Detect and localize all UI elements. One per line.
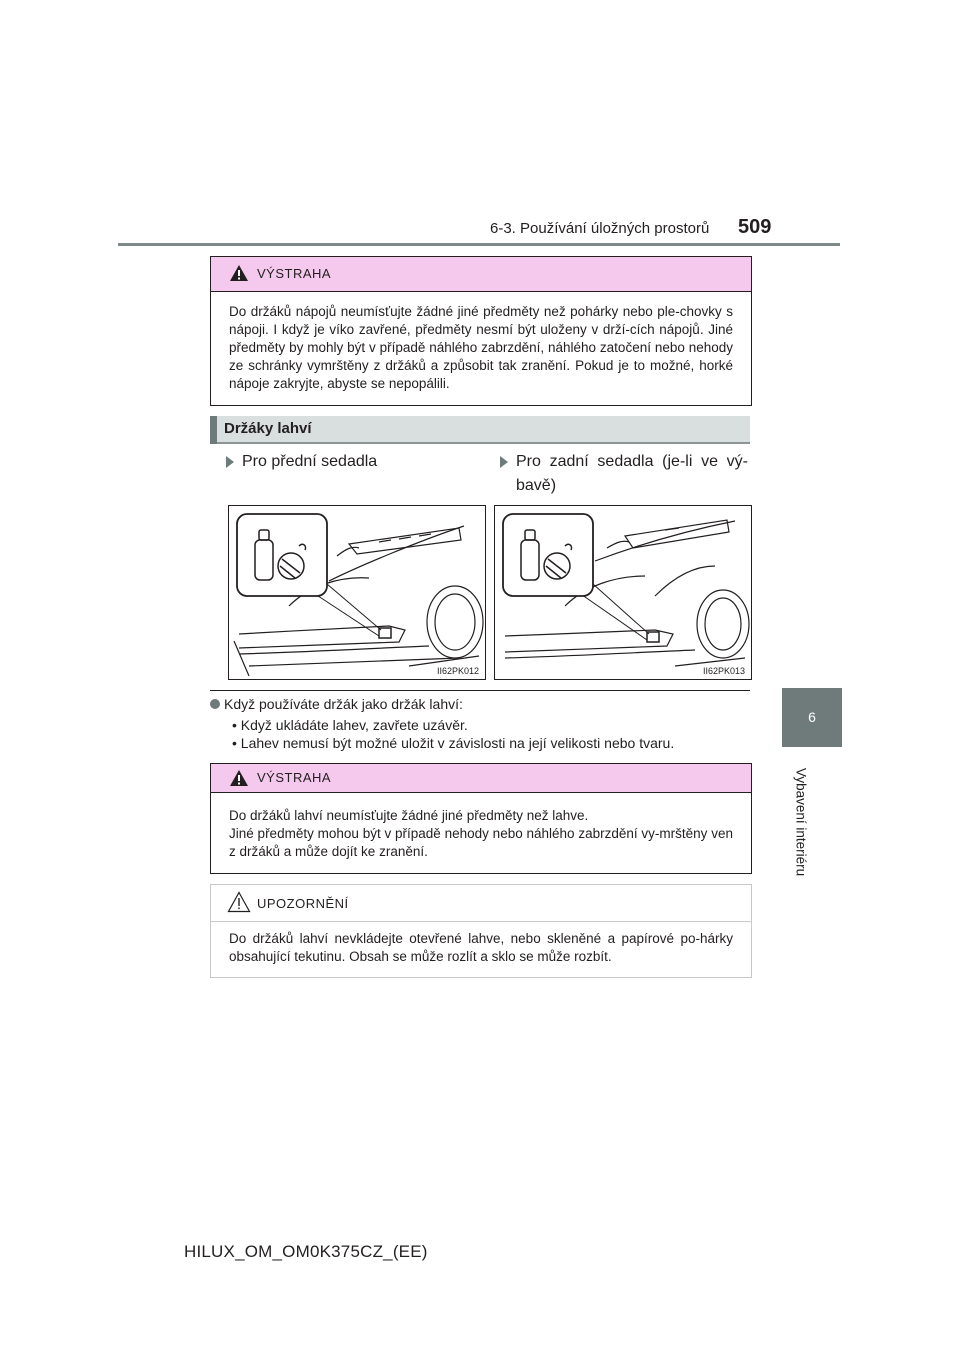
caution-header (211, 885, 751, 922)
bullet-main-text: Když používáte držák jako držák lahví: (224, 696, 463, 712)
caution-text: Do držáků lahví nevkládejte otevřené lahve, nebo skleněné a papírové po-hárky obsahující tekutinu. Obsah se může rozlít a sklo se může rozbít. (229, 931, 733, 964)
warning-box-drink-holders (210, 256, 752, 406)
figure-code: II62PK012 (436, 666, 479, 676)
subheading-front-label: Pro přední sedadla (242, 453, 378, 470)
warning-icon (229, 769, 249, 787)
chapter-title-vertical (771, 762, 831, 882)
figure-rear-door-bottle-holder (494, 505, 752, 680)
document-code: HILUX_OM_OM0K375CZ_(EE) (184, 1242, 428, 1261)
caution-box (210, 884, 752, 978)
warning-header (211, 764, 751, 793)
header-divider (118, 243, 840, 246)
arrow-right-icon (226, 456, 234, 468)
figure-code: II62PK013 (702, 666, 745, 676)
warning-label: VÝSTRAHA (257, 266, 332, 281)
warning-header (211, 257, 751, 292)
section-title-bottle-holders: Držáky lahví (224, 420, 312, 437)
section-heading-bar (210, 416, 750, 444)
warning-icon (229, 264, 249, 282)
sub-bullet-close-cap: • Když ukládáte lahev, zavřete uzávěr. (232, 717, 468, 733)
warning-box-bottle-holders (210, 763, 752, 874)
warning-text (211, 793, 751, 873)
caution-icon (227, 891, 251, 913)
bullet-usage-note (210, 696, 750, 714)
warning-label: VÝSTRAHA (257, 770, 332, 785)
chapter-tab: 6 (782, 688, 842, 747)
section-title: 6-3. Používání úložných prostorů (490, 220, 710, 237)
caution-label: UPOZORNĚNÍ (257, 896, 349, 911)
subheading-rear (500, 450, 750, 498)
warning-text: Do držáků nápojů neumísťujte žádné jiné předměty než pohárky nebo ple-chovky s nápoji. I když je víko zavřené, předměty nesmí být uloženy v drží-cích nápojů. Jiné předměty by mohly být v případě náhlého zabrzdění, náhlého zatočení nebo nehody ze schránky vymrštěny z držáků a způsobit tak zranění. Pokud je to možné, horké nápoje zakryjte, abyste se nepopálili. (229, 304, 733, 391)
figure-front-door-bottle-holder (228, 505, 486, 680)
content-divider (210, 690, 750, 691)
page-number: 509 (738, 216, 772, 238)
warning-line-2: Jiné předměty mohou být v případě nehody nebo náhlého zabrzdění vy-mrštěny ven z držáků a může dojít ke zranění. (229, 826, 733, 859)
arrow-right-icon (500, 456, 508, 468)
chapter-title: Vybavení interiéru (793, 767, 809, 877)
section-accent (210, 416, 217, 444)
subheading-front (226, 450, 476, 474)
subheading-rear-label: Pro zadní sedadla (je-li ve vý-bavě) (516, 453, 748, 494)
warning-line-1: Do držáků lahví neumísťujte žádné jiné předměty než lahve. (229, 808, 589, 823)
bullet-dot-icon (210, 699, 220, 709)
sub-bullet-size-note: • Lahev nemusí být možné uložit v závislosti na její velikosti nebo tvaru. (232, 735, 675, 751)
door-illustration-front (229, 506, 485, 679)
door-illustration-rear (495, 506, 751, 679)
